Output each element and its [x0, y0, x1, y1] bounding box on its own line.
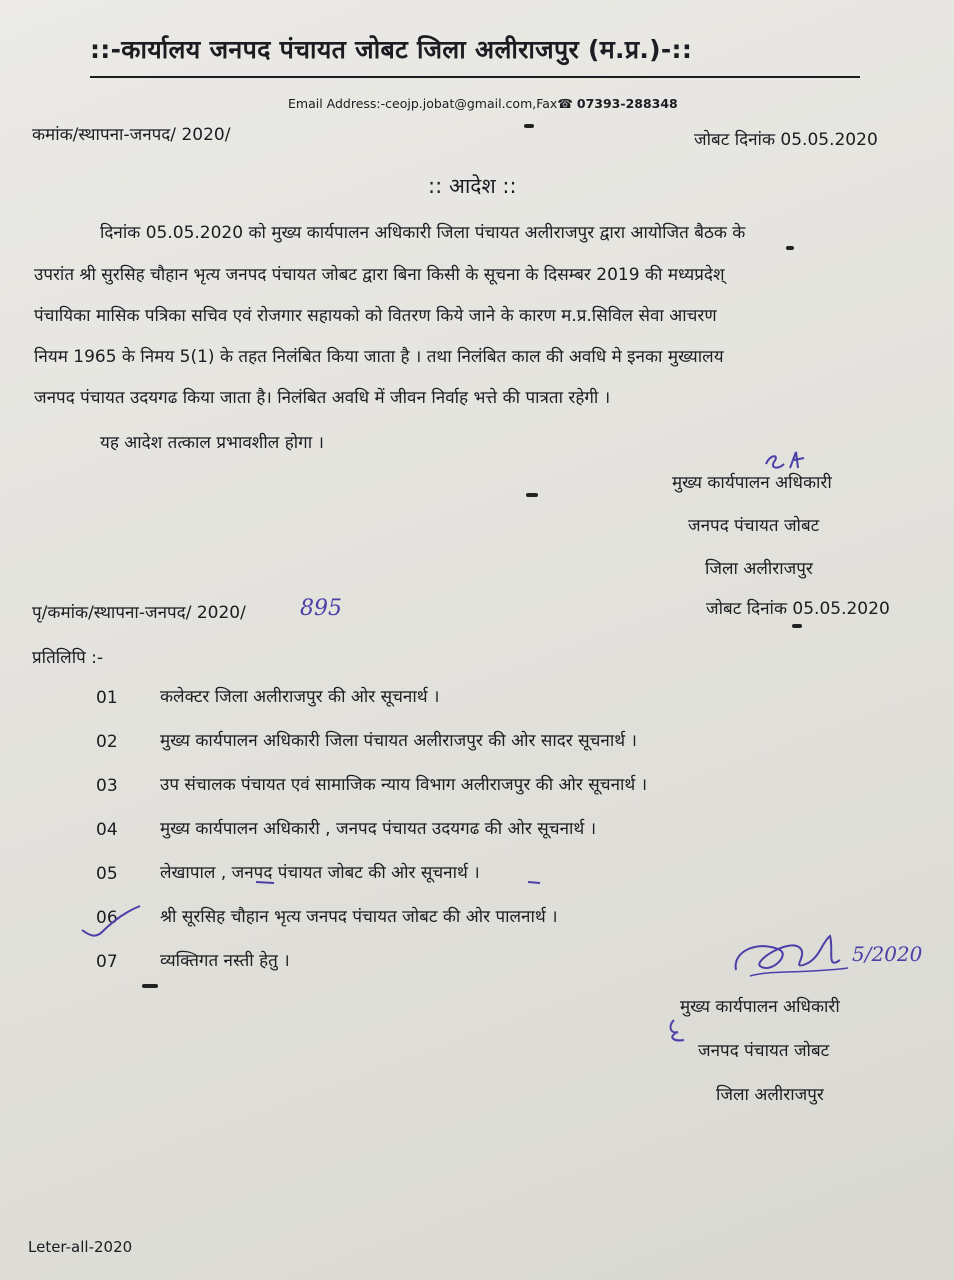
- telephone-icon: ☎: [557, 96, 573, 111]
- copy-item-text: कलेक्टर जिला अलीराजपुर की ओर सूचनार्थ ।: [160, 687, 440, 707]
- office-title: ::-कार्यालय जनपद पंचायत जोबट जिला अलीराजपुर (म.प्र.)-::: [90, 35, 693, 64]
- printer-speck: [526, 493, 538, 497]
- signatory-title: मुख्य कार्यपालन अधिकारी: [672, 473, 832, 493]
- copy-item-text: लेखापाल , जनपद पंचायत जोबट की ओर सूचनार्थ ।: [160, 863, 480, 883]
- contact-line: [288, 96, 678, 111]
- order-body-line: पंचायिका मासिक पत्रिका सचिव एवं रोजगार सहायको को वितरण किये जाने के कारण म.प्र.सिविल सेवा आचरण: [34, 306, 717, 326]
- copy-item-number: 07: [96, 952, 118, 972]
- underline-mark: [250, 878, 550, 888]
- signatory-district: जिला अलीराजपुर: [705, 559, 813, 579]
- initials-mark: [664, 1016, 694, 1046]
- file-footer: Leter-all-2020: [28, 1238, 133, 1256]
- fax-number: 07393-288348: [576, 96, 678, 111]
- check-mark: [80, 902, 160, 942]
- order-body-line: नियम 1965 के निमय 5(1) के तहत निलंबित किया जाता है । तथा निलंबित काल की अवधि मे इनका मुख्यालय: [34, 347, 724, 367]
- signatory-office: जनपद पंचायत जोबट: [698, 1041, 830, 1061]
- order-body-line: दिनांक 05.05.2020 को मुख्य कार्यपालन अधिकारी जिला पंचायत अलीराजपुर द्वारा आयोजित बैठक के: [100, 223, 746, 243]
- signatory-district: जिला अलीराजपुर: [716, 1085, 824, 1105]
- printer-speck: [786, 246, 794, 250]
- reference-date: जोबट दिनांक 05.05.2020: [694, 130, 878, 150]
- title-underline: [90, 76, 860, 78]
- copy-to-label: प्रतिलिपि :-: [32, 648, 104, 668]
- reference-number: कमांक/स्थापना-जनपद/ 2020/: [32, 125, 231, 145]
- copy-item-number: 02: [96, 732, 118, 752]
- copy-item-number: 03: [96, 776, 118, 796]
- handwritten-date: 5/2020: [852, 942, 923, 966]
- copy-item-text: श्री सूरसिह चौहान भृत्य जनपद पंचायत जोबट की ओर पालनार्थ ।: [160, 907, 558, 927]
- copy-item-number: 06: [96, 908, 118, 928]
- order-body-line: उपरांत श्री सुरसिह चौहान भृत्य जनपद पंचायत जोबट द्वारा बिना किसी के सूचना के दिसम्बर 2019 की मध्यप्रदेश्: [34, 265, 725, 285]
- copy-item-number: 01: [96, 688, 118, 708]
- printer-speck: [524, 124, 534, 128]
- order-effect-line: यह आदेश तत्काल प्रभावशील होगा ।: [100, 433, 324, 453]
- order-heading: :: आदेश ::: [428, 174, 517, 198]
- printer-speck: [142, 984, 158, 988]
- handwritten-signature: [730, 930, 860, 990]
- signatory-title: मुख्य कार्यपालन अधिकारी: [680, 997, 840, 1017]
- signatory-office: जनपद पंचायत जोबट: [688, 516, 820, 536]
- handwritten-dispatch-number: 895: [300, 596, 342, 621]
- copy-item-text: मुख्य कार्यपालन अधिकारी जिला पंचायत अलीराजपुर की ओर सादर सूचनार्थ ।: [160, 731, 637, 751]
- copy-reference-date: जोबट दिनांक 05.05.2020: [706, 599, 890, 619]
- email-address: Email Address:-ceojp.jobat@gmail.com,Fax: [288, 96, 558, 111]
- printer-speck: [792, 624, 802, 628]
- copy-item-text: उप संचालक पंचायत एवं सामाजिक न्याय विभाग अलीराजपुर की ओर सूचनार्थ ।: [160, 775, 648, 795]
- copy-item-number: 04: [96, 820, 118, 840]
- copy-item-text: मुख्य कार्यपालन अधिकारी , जनपद पंचायत उदयगढ की ओर सूचनार्थ ।: [160, 819, 597, 839]
- copy-reference-number: पृ/कमांक/स्थापना-जनपद/ 2020/: [32, 603, 246, 623]
- order-body-line: जनपद पंचायत उदयगढ किया जाता है। निलंबित अवधि में जीवन निर्वाह भत्ते की पात्रता रहेगी ।: [34, 388, 611, 408]
- copy-item-text: व्यक्तिगत नस्ती हेतु ।: [160, 951, 290, 971]
- copy-item-number: 05: [96, 864, 118, 884]
